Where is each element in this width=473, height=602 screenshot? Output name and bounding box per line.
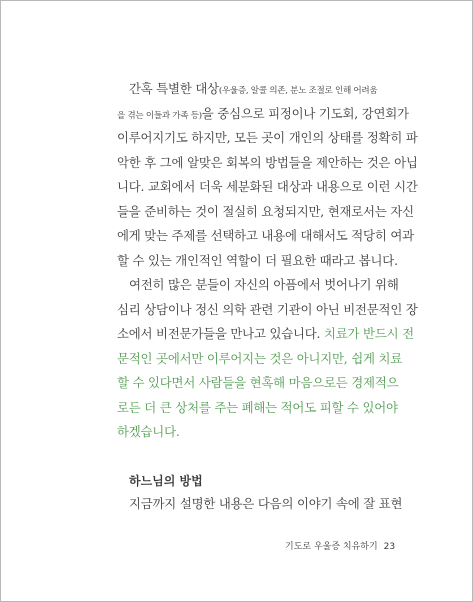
running-footer (285, 539, 396, 552)
paragraph-3 (117, 492, 403, 517)
page-number: 23 (383, 542, 396, 552)
body-text (117, 77, 418, 445)
text-run: 소에서 비전문가들을 만나고 있습니다. (117, 326, 321, 341)
paragraph-2-line-4 (117, 347, 403, 372)
text-run: 악한 후 그에 알맞은 회복의 방법들을 제안하는 것은 아닙 (117, 154, 418, 170)
text-run: 여전히 많은 분들이 자신의 아픔에서 벗어나기 위해 (129, 277, 399, 292)
text-run: 니다. 교회에서 더욱 세분화된 대상과 내용으로 이런 시간 (117, 179, 418, 194)
parenthetical-note: (우울증, 알콜 의존, 분노 조절로 인해 어려움 (218, 86, 378, 96)
paragraph-1-line-1 (117, 77, 379, 102)
footer-title: 기도로 우울증 치유하기 (285, 542, 378, 552)
paragraph-2-line-5 (117, 371, 399, 396)
text-run: 할 수 있는 개인적인 역할이 더 필요한 때라고 봅니다. (117, 252, 398, 268)
text-run: 을 중심으로 피정이나 기도회, 강연회가 (201, 105, 409, 121)
paragraph-1-line-6 (117, 200, 414, 225)
paragraph-2-line-6 (117, 396, 398, 421)
parenthetical-note: 을 겪는 이들과 가족 등) (117, 110, 202, 121)
paragraph-1-line-5 (117, 175, 418, 200)
paragraph-1-line-2 (117, 102, 409, 127)
text-run: 지금까지 설명한 내용은 다음의 이야기 속에 잘 표현 (129, 496, 403, 511)
highlighted-text: 문적인 곳에서만 이루어지는 것은 아니지만, 쉽게 치료 (117, 350, 403, 366)
text-run: 이루어지기도 하지만, 모든 곳이 개인의 상태를 정확히 파 (117, 130, 418, 145)
paragraph-1-line-8 (117, 249, 398, 274)
text-run: 심리 상담이나 정신 의학 관련 기관이 아닌 비전문적인 장 (117, 301, 418, 317)
highlighted-text: 할 수 있다면서 사람들을 현혹해 마음으로든 경제적으 (117, 375, 399, 390)
paragraph-2-line-7 (117, 420, 379, 445)
paragraph-2-line-2 (117, 298, 418, 323)
paragraph-3-line-1 (117, 492, 403, 517)
highlighted-text: 로든 더 큰 상처를 주는 폐해는 적어도 피할 수 있어야 (117, 399, 398, 415)
paragraph-1-line-7 (117, 224, 414, 249)
text-run: 들을 준비하는 것이 절실히 요청되지만, 현재로서는 자신 (117, 203, 414, 219)
highlighted-text: 치료가 반드시 전 (324, 326, 414, 341)
section-heading: 하느님의 방법 (129, 474, 203, 488)
text-run: 에게 맞는 주제를 선택하고 내용에 대해서도 적당히 여과 (117, 228, 414, 243)
paragraph-1-line-3 (117, 126, 418, 151)
highlighted-text: 하겠습니다. (117, 424, 180, 439)
paragraph-2-line-3 (117, 322, 414, 347)
text-run: 간혹 특별한 대상 (129, 81, 219, 96)
paragraph-1-line-4 (117, 151, 418, 176)
paragraph-2-line-1 (117, 273, 399, 298)
